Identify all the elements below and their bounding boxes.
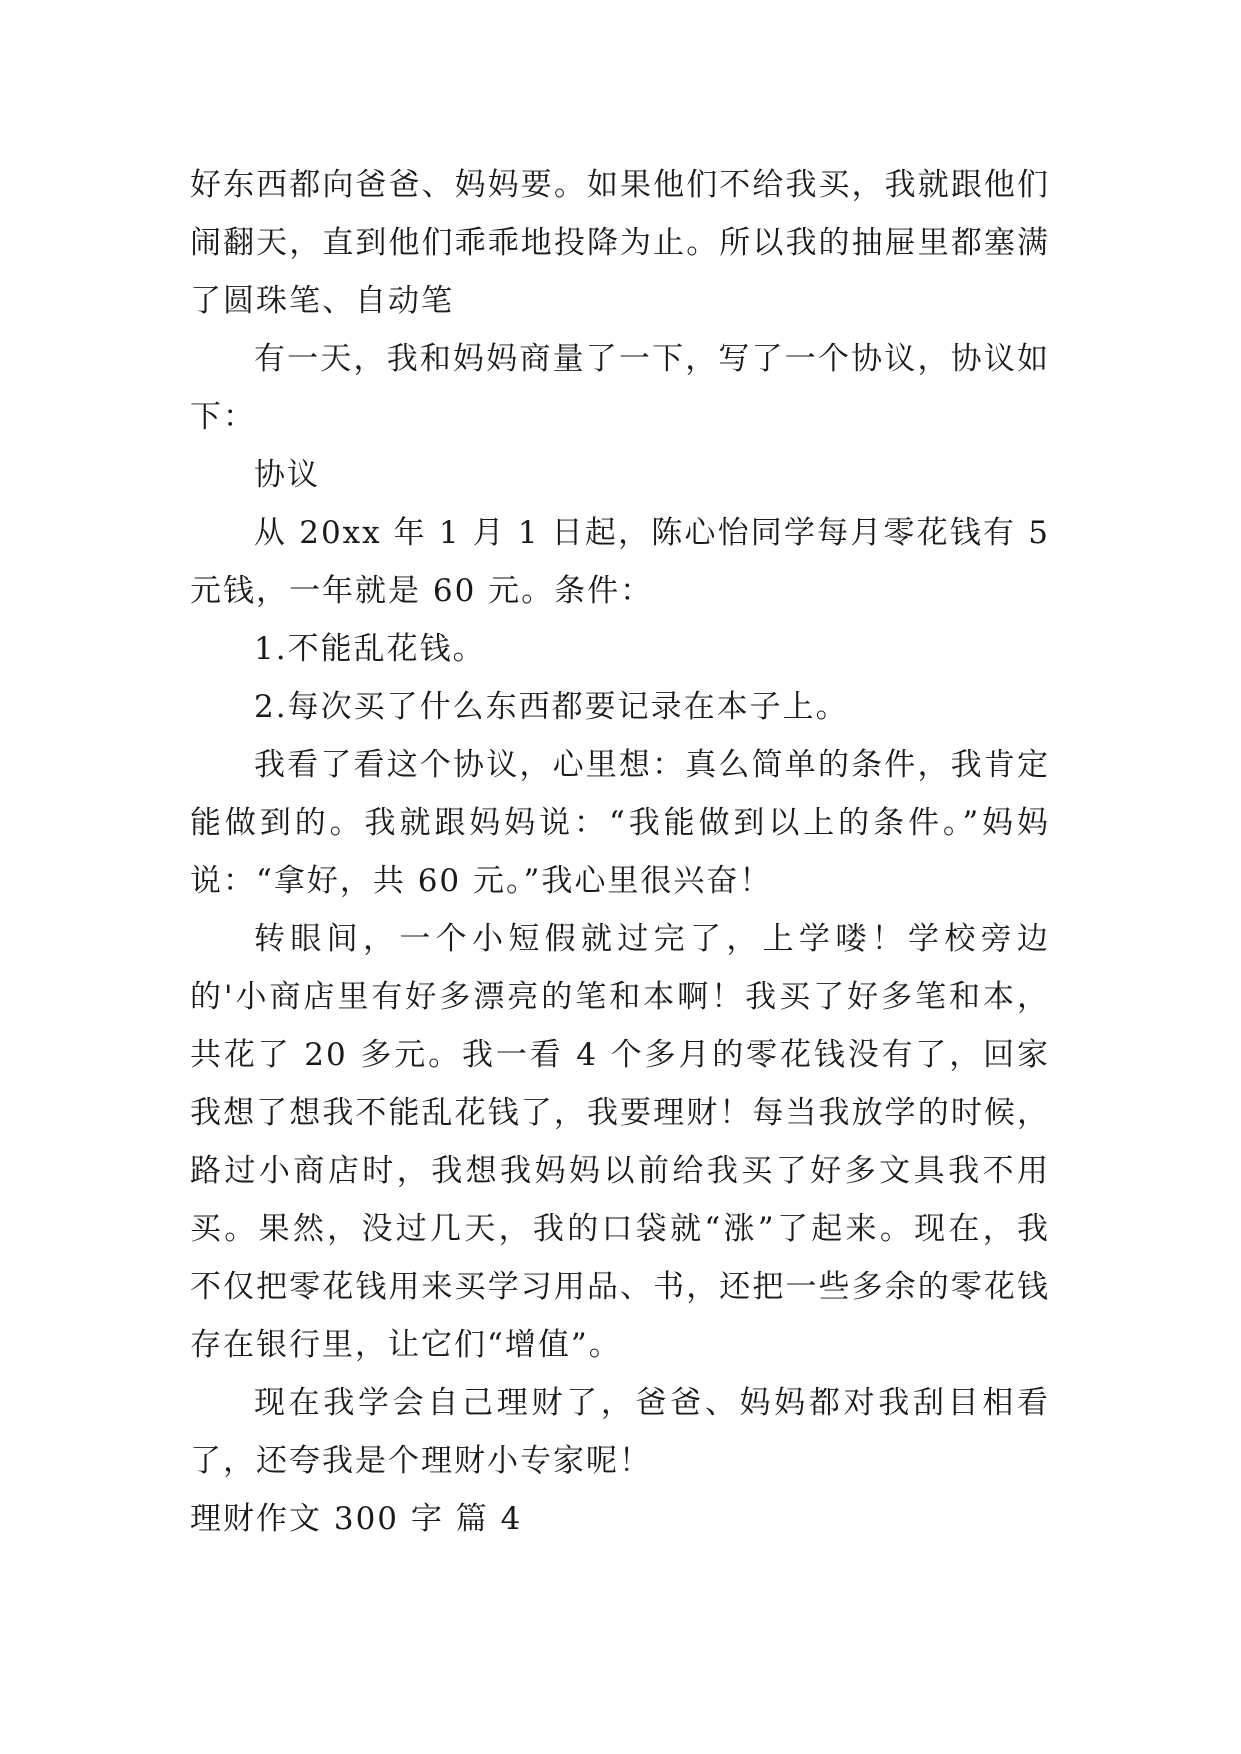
paragraph-condition-1: 1.不能乱花钱。 [254,631,486,667]
section-heading: 理财作文 300 字 篇 4 [190,1501,523,1537]
paragraph-story: 转眼间，一个小短假就过完了，上学喽！学校旁边的'小商店里有好多漂亮的笔和本啊！我买了好多笔和本，共花了 20 多元。我一看 4 个多月的零花钱没有了，回家我想了想我不能乱花钱了，我要理财！每当我放学的时候，路过小商店时，我想我妈妈以前给我买了好多文具我不用买。果然，没过几天，我的口袋就“涨”了起来。现在，我不仅把零花钱用来买学习用品、书，还把一些多余的零花钱存在银行里，让它们“增值”。 [190,921,1050,1363]
document-body [190,156,1050,1548]
paragraph-continuation: 好东西都向爸爸、妈妈要。如果他们不给我买，我就跟他们闹翻天，直到他们乖乖地投降为止。所以我的抽屉里都塞满了圆珠笔、自动笔 [190,167,1050,319]
paragraph-agreement-title: 协议 [254,457,320,493]
paragraph-conclusion: 现在我学会自己理财了，爸爸、妈妈都对我刮目相看了，还夸我是个理财小专家呢！ [190,1385,1050,1479]
paragraph-agreement-intro: 有一天，我和妈妈商量了一下，写了一个协议，协议如下： [190,341,1050,435]
paragraph-agreement-terms: 从 20xx 年 1 月 1 日起，陈心怡同学每月零花钱有 5 元钱，一年就是 60 元。条件： [190,515,1050,609]
paragraph-condition-2: 2.每次买了什么东西都要记录在本子上。 [254,689,849,725]
paragraph-reaction: 我看了看这个协议，心里想：真么简单的条件，我肯定能做到的。我就跟妈妈说：“我能做到以上的条件。”妈妈说：“拿好，共 60 元。”我心里很兴奋！ [190,747,1050,899]
